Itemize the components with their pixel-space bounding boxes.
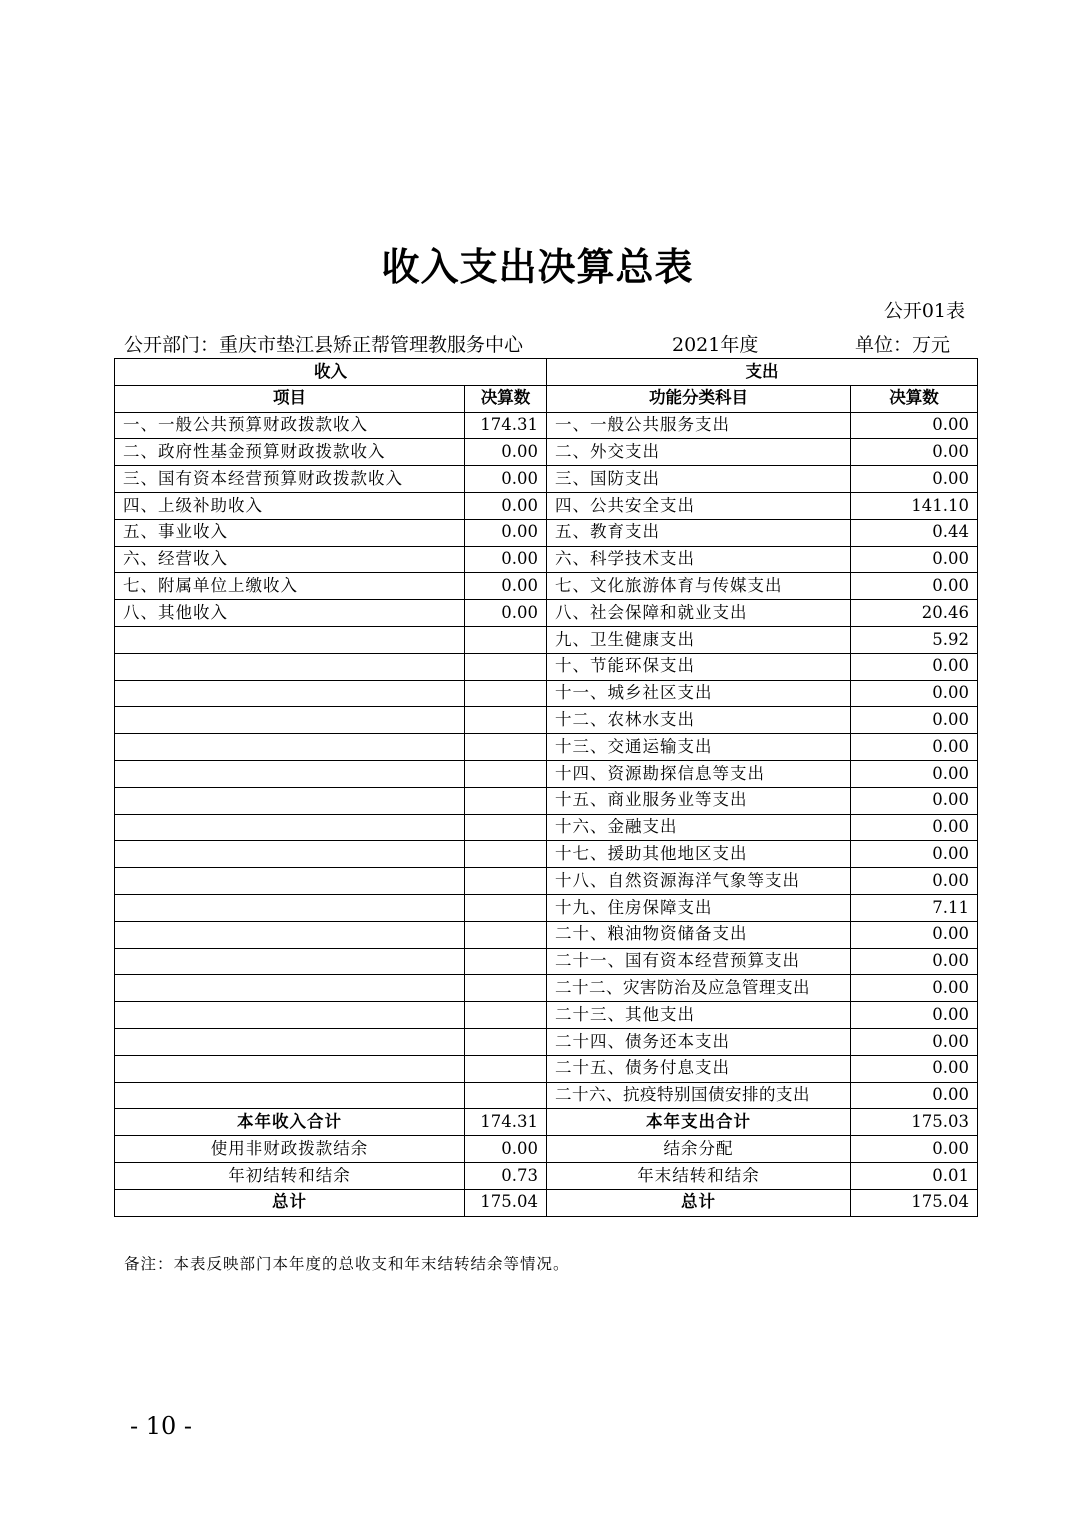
summary-row (115, 1136, 978, 1163)
expense-item-value: 20.46 (851, 600, 978, 627)
summary-row (115, 1162, 978, 1189)
table-row (115, 894, 978, 921)
table-row (115, 707, 978, 734)
department-label: 公开部门：重庆市垫江县矫正帮管理教服务中心 (124, 334, 524, 356)
expense-item-value: 0.00 (851, 466, 978, 493)
income-item-label (115, 841, 465, 868)
table-row (115, 653, 978, 680)
summary-income-label: 使用非财政拨款结余 (115, 1136, 465, 1163)
income-item-label: 一、一般公共预算财政拨款收入 (115, 412, 465, 439)
income-item-value (465, 680, 547, 707)
expense-item-value: 0.00 (851, 734, 978, 761)
expense-item-value: 0.00 (851, 1055, 978, 1082)
income-item-value (465, 975, 547, 1002)
unit-label: 单位：万元 (855, 334, 951, 356)
expense-item-value: 0.00 (851, 1082, 978, 1109)
table-row (115, 760, 978, 787)
expense-item-label: 五、教育支出 (547, 519, 851, 546)
summary-expense-label: 结余分配 (547, 1136, 851, 1163)
income-item-value: 0.00 (465, 573, 547, 600)
expense-item-value: 7.11 (851, 894, 978, 921)
summary-expense-value: 0.00 (851, 1136, 978, 1163)
expense-item-value: 0.00 (851, 653, 978, 680)
expense-item-label: 二、外交支出 (547, 439, 851, 466)
summary-expense-value: 175.03 (851, 1109, 978, 1136)
table-row (115, 1002, 978, 1029)
section-header-row (115, 359, 978, 386)
table-row (115, 975, 978, 1002)
expense-item-label: 十四、资源勘探信息等支出 (547, 760, 851, 787)
table-row (115, 412, 978, 439)
summary-income-value: 175.04 (465, 1189, 547, 1216)
expense-item-label: 九、卫生健康支出 (547, 626, 851, 653)
table-row (115, 787, 978, 814)
income-item-value (465, 841, 547, 868)
table-row (115, 492, 978, 519)
table-row (115, 439, 978, 466)
income-item-value (465, 1002, 547, 1029)
expense-item-value: 141.10 (851, 492, 978, 519)
income-item-value (465, 1055, 547, 1082)
income-item-label: 四、上级补助收入 (115, 492, 465, 519)
income-item-label (115, 734, 465, 761)
fiscal-year-label: 2021年度 (672, 334, 759, 356)
summary-income-label: 总计 (115, 1189, 465, 1216)
income-item-label: 三、国有资本经营预算财政拨款收入 (115, 466, 465, 493)
table-row (115, 519, 978, 546)
expense-item-label: 八、社会保障和就业支出 (547, 600, 851, 627)
income-item-label (115, 760, 465, 787)
income-item-value (465, 1082, 547, 1109)
expense-item-value: 0.00 (851, 787, 978, 814)
income-item-value (465, 868, 547, 895)
income-item-value (465, 653, 547, 680)
income-item-label: 五、事业收入 (115, 519, 465, 546)
expense-item-label: 七、文化旅游体育与传媒支出 (547, 573, 851, 600)
expense-item-label: 十八、自然资源海洋气象等支出 (547, 868, 851, 895)
expense-item-value: 0.00 (851, 680, 978, 707)
income-item-label (115, 948, 465, 975)
expense-item-value: 0.00 (851, 975, 978, 1002)
income-item-value: 0.00 (465, 439, 547, 466)
income-item-label (115, 921, 465, 948)
income-item-value: 0.00 (465, 546, 547, 573)
income-item-value (465, 921, 547, 948)
table-row (115, 814, 978, 841)
income-item-value: 174.31 (465, 412, 547, 439)
column-header-row (115, 385, 978, 412)
income-item-label (115, 1082, 465, 1109)
table-row (115, 573, 978, 600)
income-item-value (465, 787, 547, 814)
income-item-value: 0.00 (465, 519, 547, 546)
expense-item-label: 二十、粮油物资储备支出 (547, 921, 851, 948)
income-item-label (115, 787, 465, 814)
table-row (115, 1082, 978, 1109)
income-item-value: 0.00 (465, 600, 547, 627)
table-row (115, 600, 978, 627)
form-number: 公开01表 (883, 300, 965, 322)
item-column-header: 项目 (115, 385, 465, 412)
table-row (115, 948, 978, 975)
summary-income-label: 本年收入合计 (115, 1109, 465, 1136)
income-amount-column-header: 决算数 (465, 385, 547, 412)
income-item-label (115, 653, 465, 680)
footnote: 备注：本表反映部门本年度的总收支和年末结转结余等情况。 (124, 1255, 570, 1273)
expense-section-header: 支出 (547, 359, 978, 386)
income-section-header: 收入 (115, 359, 547, 386)
expense-item-label: 二十三、其他支出 (547, 1002, 851, 1029)
budget-table (114, 358, 978, 1217)
summary-expense-value: 0.01 (851, 1162, 978, 1189)
income-item-label (115, 868, 465, 895)
expense-item-label: 十二、农林水支出 (547, 707, 851, 734)
table-row (115, 841, 978, 868)
expense-item-value: 0.00 (851, 573, 978, 600)
table-row (115, 1028, 978, 1055)
income-item-value (465, 814, 547, 841)
summary-expense-label: 本年支出合计 (547, 1109, 851, 1136)
expense-item-value: 0.00 (851, 948, 978, 975)
income-item-value (465, 948, 547, 975)
table-row (115, 734, 978, 761)
expense-item-label: 十、节能环保支出 (547, 653, 851, 680)
income-item-label (115, 1028, 465, 1055)
income-item-value (465, 1028, 547, 1055)
expense-item-value: 0.00 (851, 412, 978, 439)
summary-income-value: 0.00 (465, 1136, 547, 1163)
summary-income-value: 0.73 (465, 1162, 547, 1189)
income-item-label (115, 626, 465, 653)
table-row (115, 466, 978, 493)
table-row (115, 546, 978, 573)
expense-item-value: 5.92 (851, 626, 978, 653)
income-item-label (115, 680, 465, 707)
expense-item-label: 二十一、国有资本经营预算支出 (547, 948, 851, 975)
income-item-label (115, 975, 465, 1002)
income-item-value (465, 626, 547, 653)
income-item-label: 七、附属单位上缴收入 (115, 573, 465, 600)
income-item-value (465, 760, 547, 787)
income-item-label: 六、经营收入 (115, 546, 465, 573)
income-item-value: 0.00 (465, 492, 547, 519)
income-item-label: 八、其他收入 (115, 600, 465, 627)
income-item-label (115, 707, 465, 734)
expense-item-label: 二十四、债务还本支出 (547, 1028, 851, 1055)
expense-item-value: 0.44 (851, 519, 978, 546)
expense-item-value: 0.00 (851, 868, 978, 895)
income-item-label (115, 1055, 465, 1082)
expense-item-label: 二十五、债务付息支出 (547, 1055, 851, 1082)
income-item-value: 0.00 (465, 466, 547, 493)
expense-item-label: 十九、住房保障支出 (547, 894, 851, 921)
table-row (115, 921, 978, 948)
expense-item-value: 0.00 (851, 1028, 978, 1055)
page-number: - 10 - (130, 1412, 193, 1440)
income-item-value (465, 734, 547, 761)
expense-item-value: 0.00 (851, 1002, 978, 1029)
expense-item-label: 十五、商业服务业等支出 (547, 787, 851, 814)
income-item-label (115, 1002, 465, 1029)
table-row (115, 626, 978, 653)
expense-item-label: 二十二、灾害防治及应急管理支出 (547, 975, 851, 1002)
expense-item-label: 二十六、抗疫特别国债安排的支出 (547, 1082, 851, 1109)
summary-income-label: 年初结转和结余 (115, 1162, 465, 1189)
table-row (115, 1055, 978, 1082)
summary-row (115, 1109, 978, 1136)
income-item-label (115, 894, 465, 921)
expense-item-label: 六、科学技术支出 (547, 546, 851, 573)
expense-item-label: 三、国防支出 (547, 466, 851, 493)
expense-item-value: 0.00 (851, 814, 978, 841)
expense-item-value: 0.00 (851, 760, 978, 787)
income-item-value (465, 707, 547, 734)
function-item-column-header: 功能分类科目 (547, 385, 851, 412)
income-item-label: 二、政府性基金预算财政拨款收入 (115, 439, 465, 466)
expense-amount-column-header: 决算数 (851, 385, 978, 412)
expense-item-label: 十六、金融支出 (547, 814, 851, 841)
expense-item-value: 0.00 (851, 841, 978, 868)
expense-item-label: 一、一般公共服务支出 (547, 412, 851, 439)
expense-item-label: 十一、城乡社区支出 (547, 680, 851, 707)
summary-expense-label: 总计 (547, 1189, 851, 1216)
summary-expense-value: 175.04 (851, 1189, 978, 1216)
expense-item-value: 0.00 (851, 707, 978, 734)
summary-expense-label: 年末结转和结余 (547, 1162, 851, 1189)
summary-row (115, 1189, 978, 1216)
income-item-label (115, 814, 465, 841)
table-row (115, 868, 978, 895)
expense-item-value: 0.00 (851, 439, 978, 466)
summary-income-value: 174.31 (465, 1109, 547, 1136)
table-row (115, 680, 978, 707)
expense-item-label: 十七、援助其他地区支出 (547, 841, 851, 868)
expense-item-value: 0.00 (851, 546, 978, 573)
expense-item-label: 四、公共安全支出 (547, 492, 851, 519)
expense-item-value: 0.00 (851, 921, 978, 948)
expense-item-label: 十三、交通运输支出 (547, 734, 851, 761)
page-title: 收入支出决算总表 (381, 245, 694, 289)
income-item-value (465, 894, 547, 921)
